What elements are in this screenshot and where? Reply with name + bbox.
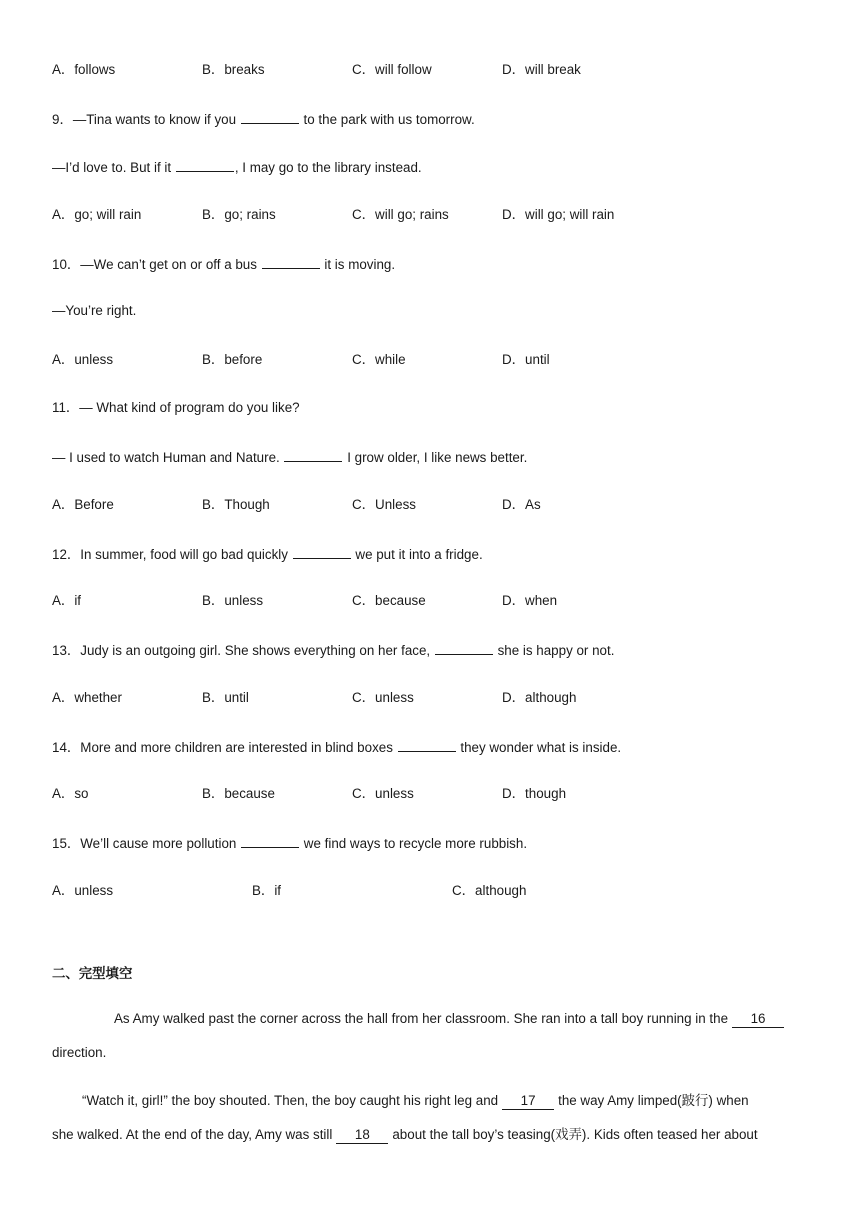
q11-option-b: B．Though <box>202 497 270 512</box>
section-heading: 二、完型填空 <box>52 966 133 981</box>
q9-stem: 9．—Tina wants to know if you to the park with us tomorrow. <box>52 112 475 127</box>
q14-option-c: C．unless <box>352 786 414 801</box>
q9-option-c: C．will go; rains <box>352 207 449 222</box>
q8-option-a: A．follows <box>52 62 116 77</box>
q14-option-d: D．though <box>502 786 567 801</box>
q15-option-a: A．unless <box>52 883 114 898</box>
q9-option-a: A．go; will rain <box>52 207 142 222</box>
q12-option-b: B．unless <box>202 593 264 608</box>
q10-reply: —You’re right. <box>52 303 137 318</box>
q13-option-c: C．unless <box>352 690 414 705</box>
q9-reply: —I’d love to. But if it , I may go to the library instead. <box>52 160 422 175</box>
q14-option-a: A．so <box>52 786 89 801</box>
q10-option-c: C．while <box>352 352 406 367</box>
passage-line: she walked. At the end of the day, Amy was still 18 about the tall boy’s teasing(戏弄). Kids often teased her about <box>52 1127 758 1142</box>
q12-option-c: C．because <box>352 593 426 608</box>
passage-line: “Watch it, girl!” the boy shouted. Then, the boy caught his right leg and 17 the way Amy limped(跛行) when <box>82 1093 749 1108</box>
q15-stem: 15．We’ll cause more pollution we find ways to recycle more rubbish. <box>52 836 528 851</box>
q12-option-d: D．when <box>502 593 558 608</box>
q13-option-a: A．whether <box>52 690 122 705</box>
blank-number: 18 <box>336 1127 388 1144</box>
passage-line: As Amy walked past the corner across the hall from her classroom. She ran into a tall boy running in the 16 <box>114 1011 788 1028</box>
q13-stem: 13．Judy is an outgoing girl. She shows everything on her face, she is happy or not. <box>52 643 615 658</box>
answer-blank <box>241 110 299 124</box>
q13-option-b: B．until <box>202 690 249 705</box>
passage-line: direction. <box>52 1045 107 1060</box>
answer-blank <box>176 158 234 172</box>
answer-blank <box>241 834 299 848</box>
q8-option-d: D．will break <box>502 62 581 77</box>
q14-stem: 14．More and more children are interested in blind boxes they wonder what is inside. <box>52 740 622 755</box>
q9-option-b: B．go; rains <box>202 207 276 222</box>
q15-option-b: B．if <box>252 883 282 898</box>
answer-blank <box>284 448 342 462</box>
q12-stem: 12．In summer, food will go bad quickly we put it into a fridge. <box>52 547 483 562</box>
q8-option-c: C．will follow <box>352 62 432 77</box>
answer-blank <box>262 255 320 269</box>
blank-number: 17 <box>502 1093 554 1110</box>
answer-blank <box>435 641 493 655</box>
q9-option-d: D．will go; will rain <box>502 207 615 222</box>
q10-option-d: D．until <box>502 352 550 367</box>
answer-blank <box>398 738 456 752</box>
q11-option-a: A．Before <box>52 497 114 512</box>
q14-option-b: B．because <box>202 786 275 801</box>
q10-stem: 10．—We can’t get on or off a bus it is moving. <box>52 257 396 272</box>
q12-option-a: A．if <box>52 593 82 608</box>
q11-option-d: D．As <box>502 497 541 512</box>
q10-option-b: B．before <box>202 352 263 367</box>
q11-option-c: C．Unless <box>352 497 416 512</box>
answer-blank <box>293 545 351 559</box>
q13-option-d: D．although <box>502 690 577 705</box>
q10-option-a: A．unless <box>52 352 114 367</box>
blank-number: 16 <box>732 1011 784 1028</box>
q15-option-c: C．although <box>452 883 527 898</box>
q11-reply: — I used to watch Human and Nature. I grow older, I like news better. <box>52 450 528 465</box>
q11-stem: 11．— What kind of program do you like? <box>52 400 300 415</box>
q8-option-b: B．breaks <box>202 62 265 77</box>
